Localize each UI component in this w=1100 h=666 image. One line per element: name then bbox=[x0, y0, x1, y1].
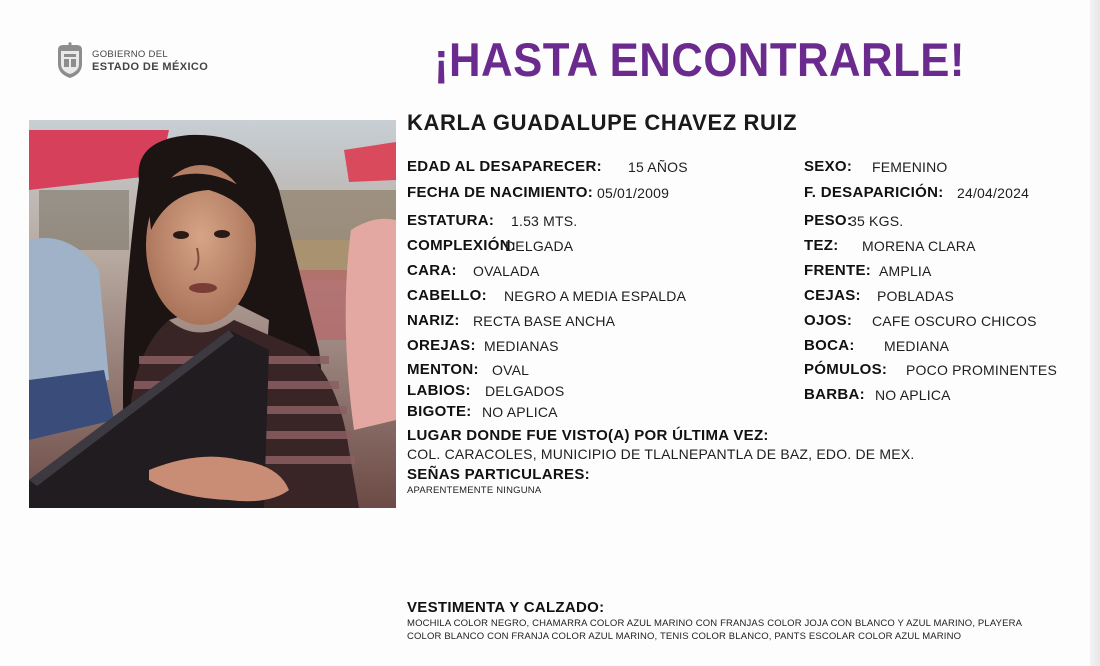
page-edge-shadow bbox=[1090, 0, 1100, 666]
detail-left-value: RECTA BASE ANCHA bbox=[473, 313, 616, 329]
detail-right-value: POCO PROMINENTES bbox=[906, 362, 1057, 378]
logo-line-2: ESTADO DE MÉXICO bbox=[92, 61, 209, 73]
detail-left-value: MEDIANAS bbox=[484, 338, 559, 354]
detail-right-label: BARBA: bbox=[804, 386, 865, 403]
headline: ¡HASTA ENCONTRARLE! bbox=[434, 33, 965, 86]
detail-left-value: NEGRO A MEDIA ESPALDA bbox=[504, 288, 687, 304]
detail-right-label: BOCA: bbox=[804, 337, 855, 354]
detail-left-label: MENTON: bbox=[407, 361, 479, 378]
detail-right-label: SEXO: bbox=[804, 158, 853, 175]
detail-left-label: ESTATURA: bbox=[407, 212, 495, 229]
clothing-text: MOCHILA COLOR NEGRO, CHAMARRA COLOR AZUL MARINO CON FRANJAS COLOR JOJA CON BLANCO Y AZUL MARINO, PLAYERA COLOR BLANCO CON FRANJA COLOR AZUL MARINO, TENIS COLOR BLANCO, PANTS ESCOLAR COLOR AZUL MARINO bbox=[407, 618, 1022, 642]
detail-right-value: NO APLICA bbox=[875, 387, 951, 403]
detail-left-label: OREJAS: bbox=[407, 337, 476, 354]
person-photo-image bbox=[29, 120, 396, 508]
person-photo bbox=[29, 120, 396, 508]
detail-left-value: NO APLICA bbox=[482, 404, 558, 420]
coat-of-arms-icon bbox=[54, 42, 86, 80]
last-seen-title: LUGAR DONDE FUE VISTO(A) POR ÚLTIMA VEZ: bbox=[407, 427, 769, 444]
government-logo bbox=[54, 42, 208, 80]
detail-right-value: CAFE OSCURO CHICOS bbox=[872, 313, 1037, 329]
detail-left-value: 05/01/2009 bbox=[597, 185, 670, 201]
detail-right-label: PÓMULOS: bbox=[804, 361, 888, 378]
detail-left-value: OVALADA bbox=[473, 263, 540, 279]
detail-left-label: EDAD AL DESAPARECER: bbox=[407, 158, 602, 175]
detail-right-value: AMPLIA bbox=[879, 263, 932, 279]
detail-left-label: CARA: bbox=[407, 262, 457, 279]
detail-left-label: COMPLEXIÓN: bbox=[407, 237, 517, 254]
detail-left-value: 1.53 MTS. bbox=[511, 213, 578, 229]
logo-line-1: GOBIERNO DEL bbox=[92, 49, 168, 60]
detail-left-label: LABIOS: bbox=[407, 382, 471, 399]
detail-left-value: DELGADOS bbox=[485, 383, 565, 399]
last-seen-location: COL. CARACOLES, MUNICIPIO DE TLALNEPANTLA DE BAZ, EDO. DE MEX. bbox=[407, 446, 915, 462]
detail-right-value: POBLADAS bbox=[877, 288, 955, 304]
detail-right-value: 35 KGS. bbox=[849, 213, 904, 229]
detail-right-label: PESO: bbox=[804, 212, 853, 229]
distinguishing-marks-text: APARENTEMENTE NINGUNA bbox=[407, 485, 542, 496]
detail-right-value: MEDIANA bbox=[884, 338, 950, 354]
detail-right-label: F. DESAPARICIÓN: bbox=[804, 184, 944, 201]
detail-right-label: TEZ: bbox=[804, 237, 839, 254]
detail-left-label: FECHA DE NACIMIENTO: bbox=[407, 184, 593, 201]
detail-left-value: OVAL bbox=[492, 362, 530, 378]
detail-left-label: NARIZ: bbox=[407, 312, 460, 329]
detail-right-label: CEJAS: bbox=[804, 287, 861, 304]
detail-right-value: 24/04/2024 bbox=[957, 185, 1030, 201]
distinguishing-marks-title: SEÑAS PARTICULARES: bbox=[407, 466, 590, 483]
detail-left-value: 15 AÑOS bbox=[628, 159, 688, 175]
detail-left-label: CABELLO: bbox=[407, 287, 487, 304]
detail-right-value: MORENA CLARA bbox=[862, 238, 976, 254]
detail-left-value: DELGADA bbox=[505, 238, 574, 254]
person-name: KARLA GUADALUPE CHAVEZ RUIZ bbox=[407, 110, 798, 135]
detail-left-label: BIGOTE: bbox=[407, 403, 472, 420]
detail-right-label: FRENTE: bbox=[804, 262, 872, 279]
detail-right-label: OJOS: bbox=[804, 312, 853, 329]
clothing-title: VESTIMENTA Y CALZADO: bbox=[407, 599, 605, 616]
detail-right-value: FEMENINO bbox=[872, 159, 948, 175]
